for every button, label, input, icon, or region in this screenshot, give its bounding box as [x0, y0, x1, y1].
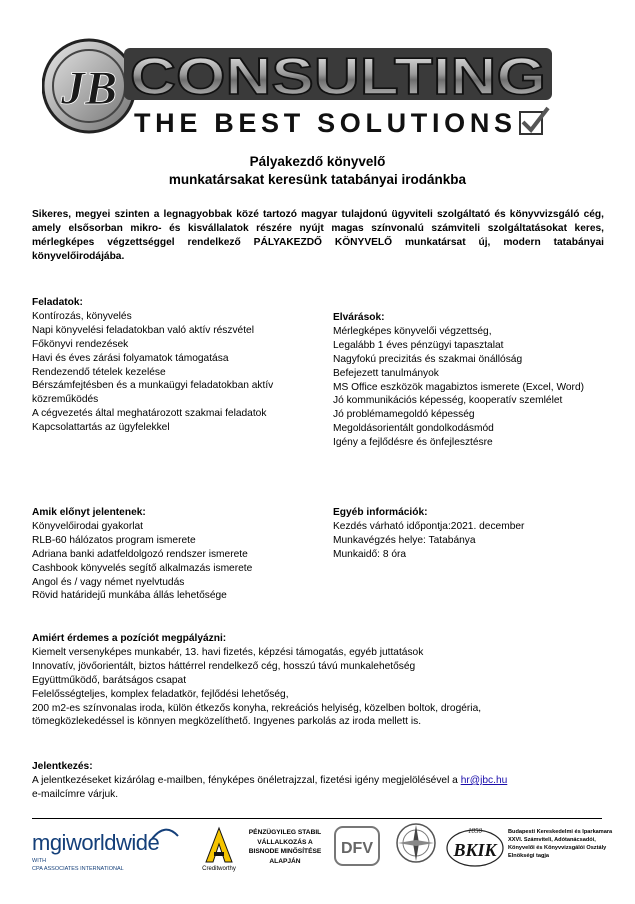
requirement-item: Legalább 1 éves pénzügyi tapasztalat — [333, 339, 504, 351]
requirement-item: Befejezett tanulmányok — [333, 367, 439, 379]
task-item: Rendezendő tételek kezelése — [32, 366, 166, 378]
advantage-item: Adriana banki adatfeldolgozó rendszer ismerete — [32, 548, 248, 560]
task-item: A cégvezetés által meghatározott szakmai feladatok — [32, 408, 267, 420]
title-line-2: munkatársakat keresünk tatabányai irodánkba — [168, 172, 467, 187]
advantages-section — [32, 506, 332, 603]
advantage-item: RLB-60 hálózatos program ismerete — [32, 534, 196, 546]
other-info-item: Munkavégzés helye: Tatabánya — [333, 534, 476, 546]
advantages-heading: Amik előnyt jelentenek: — [32, 507, 146, 518]
email-link[interactable]: hr@jbc.hu — [460, 774, 508, 786]
requirement-item: Mérlegképes könyvelői végzettség, — [333, 325, 492, 337]
benefit-item: Kiemelt versenyképes munkabér, 13. havi fizetés, képzési támogatás, egyéb juttatások — [32, 646, 424, 658]
task-item: Napi könyvelési feladatokban való aktív részvétel — [32, 324, 254, 336]
mgi-worldwide-logo — [32, 826, 192, 876]
requirement-item: Jó kommunikációs képesség, kooperatív szemlélet — [333, 395, 563, 407]
benefit-item: Együttműködő, barátságos csapat — [32, 674, 187, 686]
jb-consulting-logo — [42, 28, 562, 146]
other-info-item: Kezdés várható időpontja:2021. december — [333, 520, 525, 532]
other-info-heading: Egyéb információk: — [333, 507, 428, 518]
jb-initials: JB — [60, 62, 118, 115]
task-item: Főkönyvi rendezések — [32, 338, 129, 350]
tasks-heading: Feladatok: — [32, 297, 83, 308]
task-item: Kontírozás, könyvelés — [32, 310, 132, 322]
task-item: Bérszámfejtésben és a munkaügyi feladatokban aktív közreműködés — [32, 380, 274, 406]
advantage-item: Rövid határidejű munkába állás lehetősége — [32, 590, 227, 602]
mgi-sub-cpa: CPA ASSOCIATES INTERNATIONAL — [32, 866, 124, 872]
consulting-word: CONSULTING — [130, 48, 546, 106]
requirement-item: Nagyfokú precizitás és szakmai önállóság — [333, 353, 523, 365]
footer-divider — [32, 818, 602, 819]
application-text-before: A jelentkezéseket kizárólag e-mailben, fényképes önéletrajzzal, fizetési igény megjelölésével a — [32, 774, 461, 786]
title-line-1: Pályakezdő könyvelő — [249, 154, 386, 169]
tasks-section — [32, 296, 302, 435]
mgi-logo-text: mgiworldwide — [32, 830, 160, 855]
application-text — [32, 774, 612, 788]
creditworthy-a-icon — [204, 826, 234, 864]
requirements-heading: Elvárások: — [333, 312, 385, 323]
creditworthy-logo — [198, 826, 240, 876]
advantage-item: Könyvelőirodai gyakorlat — [32, 520, 143, 532]
requirement-item: MS Office eszközök magabiztos ismerete (Excel, Word) — [333, 381, 584, 393]
benefits-section — [32, 632, 612, 729]
bkik-year: 1850 — [468, 827, 482, 835]
page-title — [0, 153, 635, 189]
intro-paragraph: Sikeres, megyei szinten a legnagyobbak közé tartozó magyar tulajdonú ügyviteli szolgáltató és könyvvizsgáló cég, amely elsősorban mikro- és kisvállalatok részére nyújt magas színvonalú számviteli szolgáltatásokat keres, mérlegképes végzettséggel rendelkező PÁLYAKEZDŐ KÖNYVELŐ munkatársat új, modern tatabányai könyvelőirodájába. — [32, 209, 604, 262]
benefit-item: Innovatív, jövőorientált, biztos háttérrel rendelkező cég, hosszú távú munkalehetőség — [32, 660, 416, 672]
application-heading: Jelentkezés: — [32, 761, 93, 772]
advantage-item: Angol és / vagy német nyelvtudás — [32, 576, 185, 588]
benefit-item: tömegközlekedéssel is könnyen megközelíthető. Ingyenes parkolás az iroda mellett is. — [32, 716, 422, 728]
benefit-item: Felelősségteljes, komplex feladatkör, fejlődési lehetőség, — [32, 688, 289, 700]
mgi-arc-icon — [150, 826, 180, 840]
requirement-item: Igény a fejlődésre és önfejlesztésre — [333, 437, 493, 449]
requirement-item: Jó problémamegoldó képesség — [333, 409, 475, 421]
requirement-item: Megoldásorientált gondolkodásmód — [333, 423, 494, 435]
bkik-description: Budapesti Kereskedelmi és Iparkamara XXVI. Számviteli, Adótanácsadói, Könyvelői és Könyvvizsgálói Osztály Elnökségi tagja — [508, 829, 613, 859]
application-text-after: e-mailcímre várjuk. — [32, 788, 119, 800]
other-info-item: Munkaidő: 8 óra — [333, 548, 407, 560]
requirements-section — [333, 311, 613, 450]
compass-logo-icon — [395, 822, 437, 864]
task-item: Kapcsolattartás az ügyfelekkel — [32, 422, 170, 434]
bkik-abbr: BKIK — [453, 840, 497, 860]
logo-tagline: THE BEST SOLUTIONS — [134, 108, 512, 138]
dfv-logo — [334, 826, 380, 866]
other-info-section — [333, 506, 613, 562]
financial-stability-badge: PÉNZÜGYILEG STABIL VÁLLALKOZÁS A BISNODE MINŐSÍTÉSE ALAPJÁN — [248, 829, 322, 865]
benefits-heading: Amiért érdemes a pozíciót megpályázni: — [32, 633, 227, 644]
mgi-sub-with: WITH — [32, 858, 47, 864]
benefit-item: 200 m2-es színvonalas iroda, külön étkezős konyha, rekreációs helyiség, közelben boltok, drogéria, — [32, 702, 482, 714]
dfv-text: DFV — [341, 840, 373, 857]
application-section — [32, 760, 612, 802]
bkik-logo — [445, 824, 505, 868]
task-item: Havi és éves zárási folyamatok támogatása — [32, 352, 229, 364]
advantage-item: Cashbook könyvelés segítő alkalmazás ismerete — [32, 562, 253, 574]
creditworthy-label: Creditworthy — [202, 866, 236, 872]
